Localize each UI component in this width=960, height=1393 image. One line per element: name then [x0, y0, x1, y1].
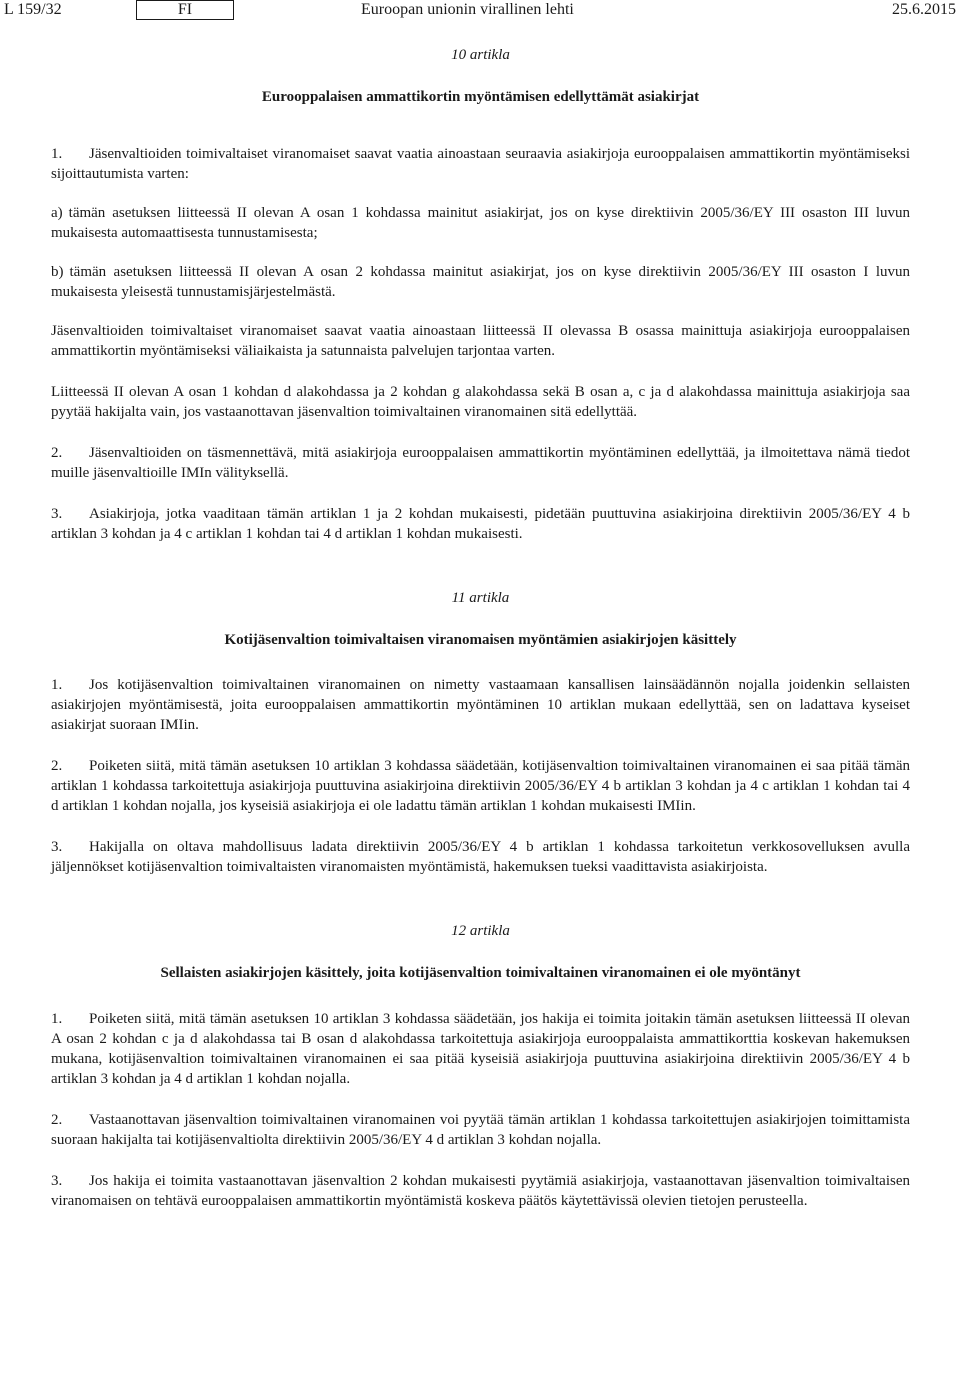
article-12 — [51, 921, 910, 1211]
article-number: 12 artikla — [451, 923, 510, 939]
paragraph-2 — [51, 1110, 910, 1150]
paragraph-number: 2. — [51, 1112, 63, 1128]
paragraph-text: Jos kotijäsenvaltion toimivaltainen viranomainen on nimetty vastaamaan kansallisen lainsäädännön nojalla joidenkin sellaisten asiakirjojen myöntämisestä, joita eurooppalaisen ammattikortin myöntäminen 10 artiklan mukaan edellyttää, sen on ladattava kyseiset asiakirjat suoraan IMIin. — [51, 677, 910, 733]
paragraph-number: 1. — [51, 1011, 63, 1027]
article-11 — [51, 588, 910, 877]
paragraph-3 — [51, 837, 910, 877]
paragraph-text: Hakijalla on oltava mahdollisuus ladata direktiivin 2005/36/EY 4 b artiklan 1 kohdassa tarkoitetun verkkosovelluksen avulla jäljennökset kotijäsenvaltion toimivaltaisten viranomaisten myöntämistä, hakemuksen tueksi vaadittavista asiakirjoista. — [51, 839, 910, 875]
paragraph-number: 3. — [51, 1173, 63, 1189]
page-header — [4, 0, 956, 22]
item-text: tämän asetuksen liitteessä II olevan A osan 1 kohdassa mainitut asiakirjat, jos on kyse direktiivin 2005/36/EY III osaston III luvun mukaisesta automaattisesta tunnustamisesta; — [51, 205, 910, 241]
list-item-a — [51, 203, 910, 243]
paragraph-1 — [51, 1009, 910, 1089]
list-item-b — [51, 262, 910, 302]
article-title: Kotijäsenvaltion toimivaltaisen viranomaisen myöntämien asiakirjojen käsittely — [224, 632, 737, 648]
item-label: a) — [51, 205, 63, 221]
paragraph-number: 1. — [51, 677, 63, 693]
paragraph-text-block: Jäsenvaltioiden toimivaltaiset viranomaiset saavat vaatia ainoastaan liitteessä II olevassa B osassa mainittuja asiakirjoja eurooppalaisen ammattikortin myöntämiseksi väliaikaista ja satunnaista palvelujen tarjontaa varten. — [51, 323, 910, 359]
paragraph-text: Jäsenvaltioiden toimivaltaiset viranomaiset saavat vaatia ainoastaan seuraavia asiakirjoja eurooppalaisen ammattikortin myöntämiseksi sijoittautumista varten: — [51, 146, 910, 182]
article-number: 10 artikla — [451, 47, 510, 63]
paragraph-text: Poiketen siitä, mitä tämän asetuksen 10 artiklan 3 kohdassa säädetään, jos hakija ei toimita joitakin tämän asetuksen liitteessä II olevan A osan 2 kohdan c ja d alakohdassa tai B osan d alakohdassa tarkoitettuja asiakirjoja eurooppalaista ammattikorttia koskevan hakemuksen mukana, kotijäsenvaltion toimivaltainen viranomainen ei saa pitää kyseisiä asiakirjoja puuttuvina asiakirjoina direktiivin 2005/36/EY 4 b artiklan 3 kohdan ja 4 d artiklan 1 kohdan nojalla. — [51, 1011, 910, 1087]
paragraph-text-block: Liitteessä II olevan A osan 1 kohdan d alakohdassa ja 2 kohdan g alakohdassa sekä B osan a, c ja d alakohdassa mainittuja asiakirjoja saa pyytää hakijalta vain, jos vastaanottavan jäsenvaltion toimivaltainen viranomainen sitä edellyttää. — [51, 384, 910, 420]
item-text: tämän asetuksen liitteessä II olevan A osan 2 kohdassa mainitut asiakirjat, jos on kyse direktiivin 2005/36/EY III osaston I luvun mukaisesta yleisestä tunnustamisjärjestelmästä. — [51, 264, 910, 300]
article-title: Eurooppalaisen ammattikortin myöntämisen edellyttämät asiakirjat — [261, 89, 700, 105]
paragraph-number: 3. — [51, 506, 63, 522]
paragraph-text: Jos hakija ei toimita vastaanottavan jäsenvaltion 2 kohdan mukaisesti pyytämiä asiakirjoja, vastaanottavan jäsenvaltion toimivaltaisen viranomaisen on tehtävä eurooppalaisen ammattikortin myöntämistä koskeva päätös käytettävissä olevien tietojen perusteella. — [51, 1173, 910, 1209]
document-page — [4, 0, 956, 1211]
publication-date: 25.6.2015 — [892, 1, 956, 18]
paragraph-number: 3. — [51, 839, 63, 855]
paragraph-2 — [51, 443, 910, 483]
paragraph-1 — [51, 675, 910, 735]
paragraph-3 — [51, 1171, 910, 1211]
paragraph-text: Jäsenvaltioiden on täsmennettävä, mitä asiakirjoja eurooppalaisen ammattikortin myöntäminen edellyttää, ja ilmoitettava nämä tiedot muille jäsenvaltioille IMIn välityksellä. — [51, 445, 910, 481]
paragraph-text: Asiakirjoja, jotka vaaditaan tämän artiklan 1 ja 2 kohdan mukaisesti, pidetään puuttuvina asiakirjoina direktiivin 2005/36/EY 4 b artiklan 3 kohdan ja 4 c artiklan 1 kohdan tai 4 d artiklan 1 kohdan mukaisesti. — [51, 506, 910, 542]
article-number: 11 artikla — [451, 590, 510, 606]
paragraph-text: Poiketen siitä, mitä tämän asetuksen 10 artiklan 3 kohdassa säädetään, kotijäsenvaltion toimivaltainen viranomainen ei saa pitää tämän artiklan 1 kohdassa tarkoitettuja asiakirjoja puuttuvina asiakirjoina direktiivin 2005/36/EY 4 b artiklan 3 kohdan ja 4 c artiklan 1 kohdan tai 4 d artiklan 1 kohdan nojalla, jos kyseisiä asiakirjoja ei ole ladattu tämän artiklan 1 kohdan mukaisesti IMIin. — [51, 758, 910, 814]
paragraph-1 — [51, 144, 910, 184]
paragraph-text: Vastaanottavan jäsenvaltion toimivaltainen viranomainen voi pyytää tämän artiklan 1 kohdassa tarkoitettujen asiakirjojen toimittamista suoraan hakijalta tai kotijäsenvaltiolta direktiivin 2005/36/EY 4 d artiklan 3 kohdan nojalla. — [51, 1112, 910, 1148]
page-number: L 159/32 — [4, 1, 62, 18]
paragraph-number: 2. — [51, 758, 63, 774]
paragraph-2 — [51, 756, 910, 816]
item-label: b) — [51, 264, 64, 280]
article-title: Sellaisten asiakirjojen käsittely, joita kotijäsenvaltion toimivaltainen viranomainen ei ole myöntänyt — [160, 965, 801, 981]
language-code-box: FI — [136, 0, 234, 20]
paragraph-3 — [51, 504, 910, 544]
paragraph-number: 1. — [51, 146, 63, 162]
article-10 — [51, 45, 910, 544]
paragraph-number: 2. — [51, 445, 63, 461]
journal-title: Euroopan unionin virallinen lehti — [361, 1, 574, 18]
